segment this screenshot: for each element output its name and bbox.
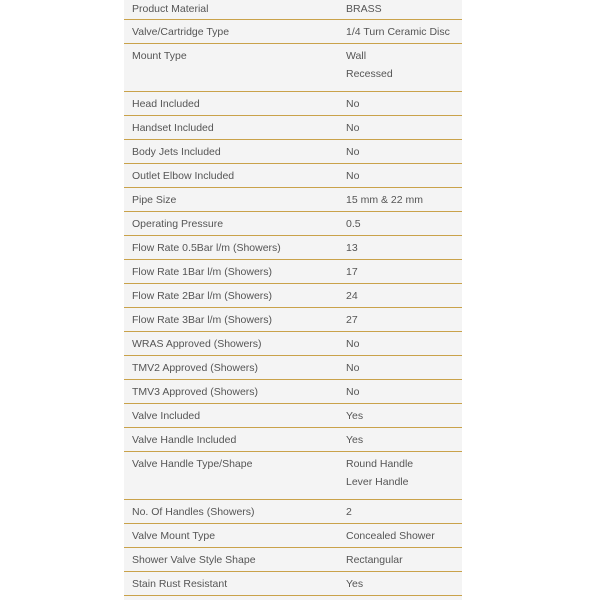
spec-value-line: Lever Handle bbox=[346, 476, 409, 488]
spec-value-line: 27 bbox=[346, 314, 358, 326]
spec-label: Outlet Elbow Included bbox=[132, 170, 235, 182]
spec-value-line: No bbox=[346, 122, 360, 134]
spec-value-line: Concealed Shower bbox=[346, 530, 435, 542]
spec-value-line: No bbox=[346, 386, 360, 398]
spec-row bbox=[124, 500, 462, 524]
spec-label: Flow Rate 2Bar l/m (Showers) bbox=[132, 290, 273, 302]
spec-value-line: 2 bbox=[346, 506, 352, 518]
product-spec-table bbox=[124, 0, 462, 600]
spec-value-line: Recessed bbox=[346, 68, 393, 80]
spec-value-line: 1/4 Turn Ceramic Disc bbox=[346, 26, 450, 38]
spec-label: TMV2 Approved (Showers) bbox=[132, 362, 259, 374]
spec-row bbox=[124, 260, 462, 284]
spec-value-line: No bbox=[346, 98, 360, 110]
spec-label: Valve Included bbox=[132, 410, 201, 422]
spec-value-line: No bbox=[346, 362, 360, 374]
spec-label: Stain Rust Resistant bbox=[132, 578, 228, 590]
spec-row bbox=[124, 164, 462, 188]
spec-value bbox=[346, 332, 462, 355]
spec-value-line: Rectangular bbox=[346, 554, 403, 566]
spec-label: Handset Included bbox=[132, 122, 214, 134]
spec-row bbox=[124, 44, 462, 92]
spec-row bbox=[124, 548, 462, 572]
spec-value bbox=[346, 20, 462, 43]
spec-label: Product Material bbox=[132, 3, 209, 15]
spec-row bbox=[124, 356, 462, 380]
spec-label: Pipe Size bbox=[132, 194, 177, 206]
spec-value-line: 0.5 bbox=[346, 218, 361, 230]
spec-value bbox=[346, 212, 462, 235]
spec-value bbox=[346, 380, 462, 403]
spec-value-line: 15 mm & 22 mm bbox=[346, 194, 424, 206]
spec-row bbox=[124, 380, 462, 404]
spec-value bbox=[346, 0, 462, 19]
spec-label: Head Included bbox=[132, 98, 200, 110]
spec-value-line: Yes bbox=[346, 410, 364, 422]
spec-label: Operating Pressure bbox=[132, 218, 224, 230]
spec-row bbox=[124, 116, 462, 140]
spec-row bbox=[124, 284, 462, 308]
spec-value bbox=[346, 236, 462, 259]
spec-row bbox=[124, 140, 462, 164]
spec-value bbox=[346, 164, 462, 187]
spec-value bbox=[346, 308, 462, 331]
spec-value-line: 24 bbox=[346, 290, 358, 302]
spec-value bbox=[346, 572, 462, 595]
spec-value bbox=[346, 260, 462, 283]
spec-value bbox=[346, 500, 462, 523]
spec-row bbox=[124, 236, 462, 260]
spec-row bbox=[124, 0, 462, 20]
spec-value-line: 13 bbox=[346, 242, 358, 254]
spec-label: Body Jets Included bbox=[132, 146, 221, 158]
spec-value bbox=[346, 116, 462, 139]
spec-value bbox=[346, 524, 462, 547]
spec-label: No. Of Handles (Showers) bbox=[132, 506, 255, 518]
spec-row bbox=[124, 524, 462, 548]
spec-value bbox=[346, 140, 462, 163]
spec-row bbox=[124, 428, 462, 452]
spec-value-line: No bbox=[346, 146, 360, 158]
spec-row bbox=[124, 452, 462, 500]
spec-label: Mount Type bbox=[132, 50, 187, 62]
spec-value-line: No bbox=[346, 170, 360, 182]
spec-label: WRAS Approved (Showers) bbox=[132, 338, 262, 350]
spec-label: Flow Rate 1Bar l/m (Showers) bbox=[132, 266, 273, 278]
spec-value bbox=[346, 92, 462, 115]
spec-label: Valve Handle Type/Shape bbox=[132, 458, 253, 470]
spec-row bbox=[124, 572, 462, 596]
spec-value bbox=[346, 428, 462, 451]
spec-value bbox=[346, 452, 462, 499]
spec-value bbox=[346, 548, 462, 571]
spec-row bbox=[124, 92, 462, 116]
spec-row bbox=[124, 20, 462, 44]
spec-value bbox=[346, 356, 462, 379]
spec-value-line: No bbox=[346, 338, 360, 350]
spec-label: TMV3 Approved (Showers) bbox=[132, 386, 259, 398]
spec-label: Valve Handle Included bbox=[132, 434, 237, 446]
spec-row bbox=[124, 308, 462, 332]
spec-value bbox=[346, 284, 462, 307]
spec-label: Flow Rate 0.5Bar l/m (Showers) bbox=[132, 242, 281, 254]
spec-value bbox=[346, 404, 462, 427]
spec-value-line: Wall bbox=[346, 50, 367, 62]
spec-row bbox=[124, 212, 462, 236]
spec-row bbox=[124, 332, 462, 356]
spec-value-line: Round Handle bbox=[346, 458, 414, 470]
spec-row bbox=[124, 404, 462, 428]
spec-label: Valve/Cartridge Type bbox=[132, 26, 230, 38]
spec-row bbox=[124, 188, 462, 212]
spec-value bbox=[346, 44, 462, 91]
spec-label: Valve Mount Type bbox=[132, 530, 216, 542]
spec-label: Flow Rate 3Bar l/m (Showers) bbox=[132, 314, 273, 326]
spec-value bbox=[346, 188, 462, 211]
spec-value-line: Yes bbox=[346, 578, 364, 590]
spec-value-line: Yes bbox=[346, 434, 364, 446]
spec-label: Shower Valve Style Shape bbox=[132, 554, 256, 566]
spec-value-line: 17 bbox=[346, 266, 358, 278]
spec-value-line: BRASS bbox=[346, 3, 382, 15]
